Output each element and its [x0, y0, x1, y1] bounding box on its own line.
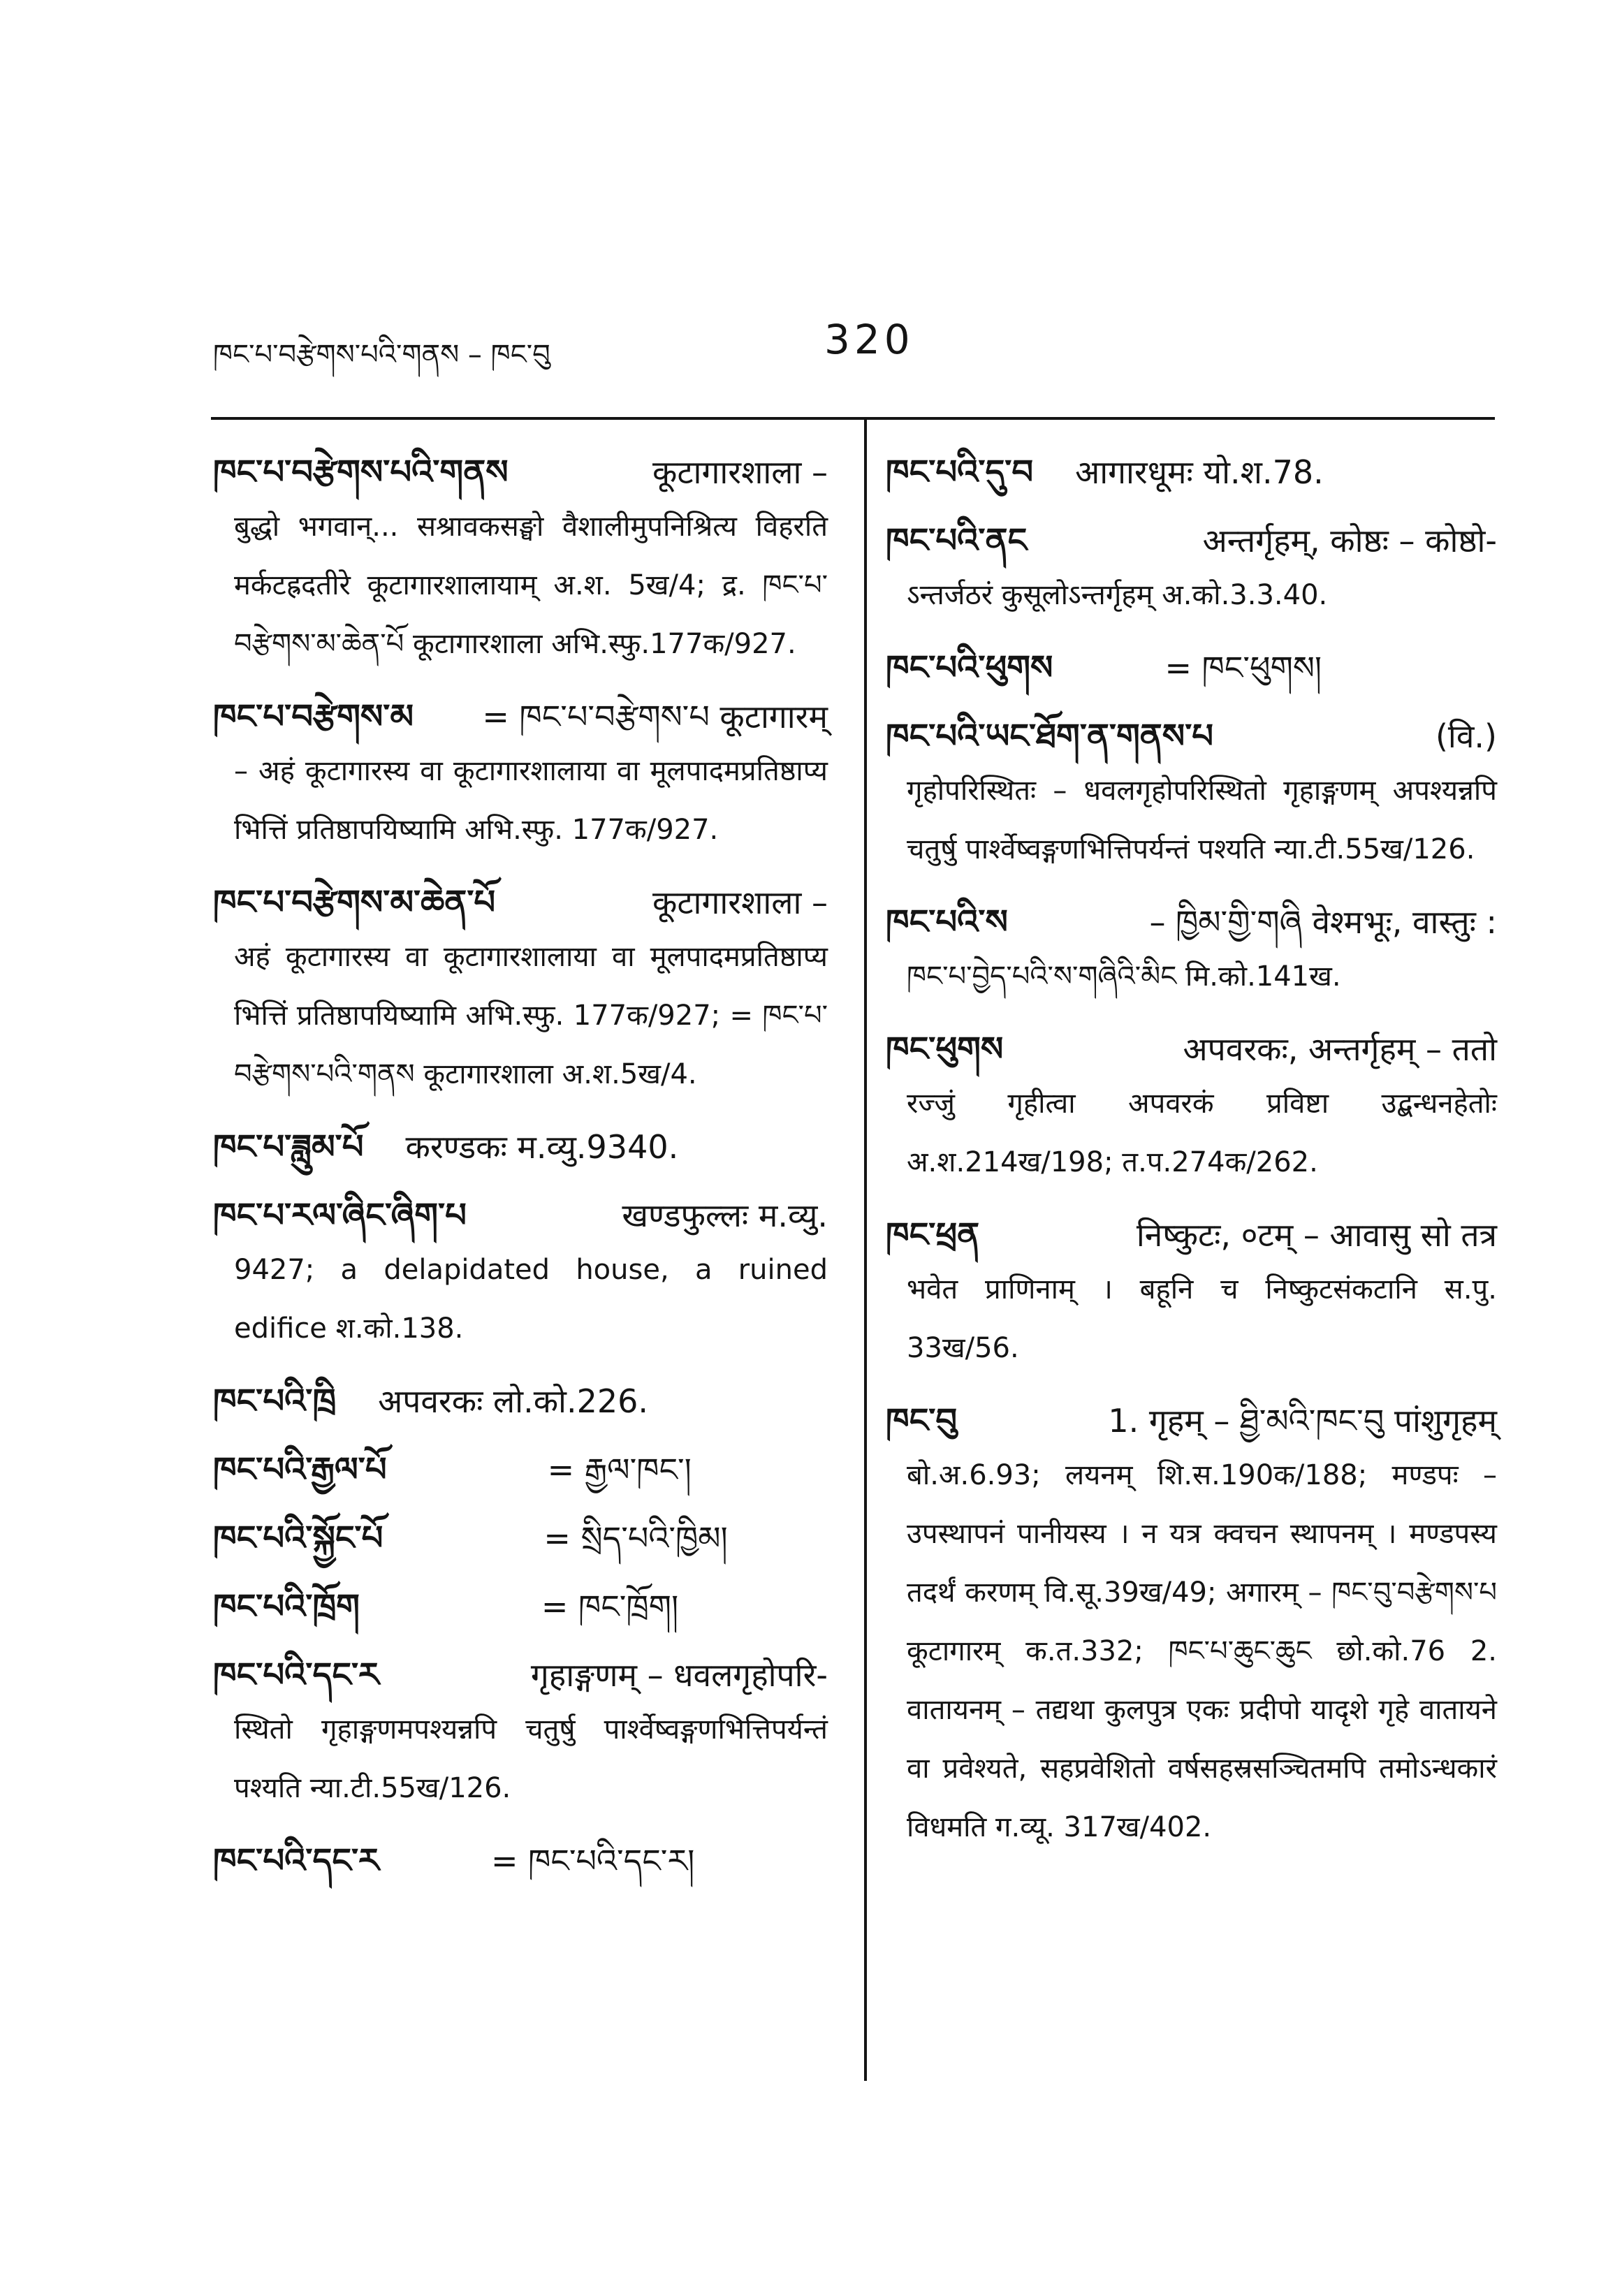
- running-header: ཁང་པ་བརྩེགས་པའི་གནས – ཁང་བུ: [213, 339, 550, 371]
- dictionary-entry: [213, 1190, 828, 1358]
- entry-headword: ཁང་པའི་དང་ར: [213, 1655, 379, 1695]
- entry-headword: ཁང་པའི་ནང: [886, 521, 1028, 560]
- entry-definition: करण्डकः म.व्यु.9340.: [405, 1128, 679, 1166]
- entry-body: ऽन्तर्जठरं कुसूलोऽन्तर्गृहम् अ.को.3.3.40.: [907, 579, 1328, 611]
- dictionary-entry: [886, 1024, 1497, 1192]
- entry-definition: = སྲིད་པའི་ཁྱིམ།: [543, 1519, 728, 1557]
- dictionary-entry: [213, 447, 828, 673]
- dictionary-entry: [886, 1396, 1497, 1857]
- entry-headword: ཁང་པའི་ཕུགས: [886, 648, 1053, 687]
- entry-headword: ཁང་པའི་ས: [886, 902, 1008, 942]
- dictionary-entry: [213, 877, 828, 1104]
- entry-headword: ཁང་པའི་ཡང་ཐོག་ན་གནས་པ: [886, 717, 1214, 756]
- entry-headword: ཁང་པའི་སྐྱོང་པོ: [213, 1519, 383, 1558]
- entry-headword: ཁང་ཕུགས: [886, 1030, 1004, 1069]
- entry-body: – अहं कूटागारस्य वा कूटागारशालाया वा मूलपादमप्रतिष्ठाप्य भित्तिं प्रतिष्ठापयिष्यामि अभि.स्फु. 177क/927.: [234, 755, 828, 846]
- dictionary-entry: [213, 1650, 828, 1818]
- entry-definition: = ཁང་ཕུགས།: [1164, 649, 1322, 687]
- dictionary-entry: [213, 1513, 828, 1563]
- entry-headword: ཁང་པའི་དང་ར: [213, 1841, 379, 1880]
- entry-definition: = རྒྱལ་ཁང་།: [547, 1451, 692, 1489]
- dictionary-entry: [213, 1836, 828, 1886]
- entry-body: रज्जुं गृहीत्वा अपवरकं प्रविष्टा उद्बन्धनहेतोः अ.श.214ख/198; त.प.274क/262.: [907, 1088, 1497, 1178]
- entry-body: अहं कूटागारस्य वा कूटागारशालाया वा मूलपादमप्रतिष्ठाप्य भित्तिं प्रतिष्ठापयिष्यामि अभि.स्फु. 177क/927; = ཁང་པ་བརྩེགས་པའི་གནས कूटागारशाला अ.श.5ख/4.: [234, 941, 828, 1090]
- entry-definition: कूटागारशाला –: [652, 884, 828, 921]
- entry-headword: ཁང་པའི་ཁྲི: [213, 1382, 337, 1421]
- dictionary-entry: [886, 897, 1497, 1006]
- entry-definition: = ཁང་པ་བརྩེགས་པ कूटागारम्: [482, 698, 828, 736]
- entry-body: भवेत प्राणिनाम् । बहूनि च निष्कुटसंकटानि स.पु. 33ख/56.: [907, 1273, 1497, 1364]
- dictionary-entry: [886, 643, 1497, 693]
- entry-headword: ཁང་པ་བརྩེགས་མ: [213, 697, 414, 736]
- entry-headword: ཁང་པའི་དུ་བ: [886, 453, 1034, 492]
- entry-headword: ཁང་པ་བརྩེགས་པའི་གནས: [213, 453, 509, 492]
- dictionary-entry: [213, 1122, 828, 1172]
- dictionary-entry: [213, 1376, 828, 1426]
- entry-body: 9427; a delapidated house, a ruined edifice श.को.138.: [234, 1254, 828, 1345]
- entry-body: ཁང་པ་བྱེད་པའི་ས་གཞིའི་མིང मि.को.141ख.: [907, 960, 1341, 993]
- entry-definition: (वि.): [1435, 717, 1497, 755]
- entry-headword: ཁང་ཕྲན: [886, 1215, 980, 1255]
- left-column: [213, 447, 828, 1904]
- entry-headword: ཁང་པ་ཟླུམ་པོ: [213, 1127, 364, 1167]
- dictionary-entry: [213, 1445, 828, 1495]
- entry-definition: – ཁྱིམ་གྱི་གཞི वेश्मभूः, वास्तुः :: [1149, 903, 1497, 941]
- entry-definition: अपवरकः, अन्तर्गृहम् – ततो: [1183, 1030, 1497, 1068]
- entry-body: स्थितो गृहाङ्गणमपश्यन्नपि चतुर्षु पार्श्वेष्वङ्गणभित्तिपर्यन्तं पश्यति न्या.टी.55ख/126.: [234, 1713, 828, 1804]
- entry-definition: अपवरकः लो.को.226.: [378, 1382, 648, 1420]
- page-number: 320: [824, 316, 914, 363]
- entry-body: बुद्धो भगवान्... सश्रावकसङ्घो वैशालीमुपनिश्रित्य विहरति मर्कटह्रदतीरे कूटागारशालायाम् अ.श. 5ख/4; द्र. ཁང་པ་བརྩེགས་མ་ཆེན་པོ कूटागारशाला अभि.स्फु.177क/927.: [234, 511, 828, 660]
- entry-definition: = ཁང་པའི་དང་ར།: [490, 1842, 695, 1880]
- entry-headword: ཁང་པའི་ཁྲོག: [213, 1587, 360, 1626]
- dictionary-entry: [886, 447, 1497, 497]
- entry-definition: खण्डफुल्लः म.व्यु.: [622, 1197, 828, 1234]
- entry-headword: ཁང་པ་རལ་ཞིང་ཞིག་པ: [213, 1196, 467, 1235]
- entry-definition: आगारधूमः यो.श.78.: [1075, 453, 1324, 491]
- entry-headword: ཁང་པ་བརྩེགས་མ་ཆེན་པོ: [213, 883, 496, 922]
- dictionary-entry: [213, 1581, 828, 1632]
- entry-body: गृहोपरिस्थितः – धवलगृहोपरिस्थितो गृहाङ्गणम् अपश्यन्नपि चतुर्षु पार्श्वेष्वङ्गणभित्तिपर्यन्तं पश्यति न्या.टी.55ख/126.: [907, 775, 1497, 865]
- entry-headword: ཁང་བུ: [886, 1401, 958, 1440]
- entry-headword: ཁང་པའི་རྒྱལ་པོ: [213, 1450, 387, 1489]
- column-divider: [864, 418, 867, 2081]
- header-rule: [211, 417, 1495, 420]
- entry-definition: 1. गृहम् – ཐྱི་མའི་ཁང་བུ पांशुगृहम्: [1108, 1402, 1497, 1440]
- entry-body: बो.अ.6.93; लयनम् शि.स.190क/188; मण्डपः – उपस्थापनं पानीयस्य । न यत्र क्वचन स्थापनम् । मण्डपस्य तदर्थं करणम् वि.सू.39ख/49; अगारम् – ཁང་བུ་བརྩེགས་པ कूटागारम् क.त.332; ཁང་པ་ཆུང་ཆུང छो.को.76 2. वातायनम् – तद्यथा कुलपुत्र एकः प्रदीपो यादृशे गृहे वातायने वा प्रवेश्यते, सहप्रवेशितो वर्षसहस्रसञ्चितमपि तमोऽन्धकारं विधमति ग.व्यू. 317ख/402.: [907, 1459, 1497, 1843]
- dictionary-entry: [886, 1210, 1497, 1377]
- entry-definition: कूटागारशाला –: [652, 453, 828, 491]
- entry-definition: अन्तर्गृहम्, कोष्ठः – कोष्ठो-: [1202, 522, 1497, 560]
- right-column: [886, 447, 1497, 1875]
- dictionary-entry: [886, 711, 1497, 879]
- entry-definition: गृहाङ्गणम् – धवलगृहोपरि-: [530, 1656, 828, 1694]
- dictionary-entry: [886, 515, 1497, 624]
- entry-definition: निष्कुटः, ०टम् – आवासु सो तत्र: [1136, 1216, 1497, 1254]
- dictionary-entry: [213, 692, 828, 859]
- entry-definition: = ཁང་ཁྲོག།: [541, 1588, 679, 1625]
